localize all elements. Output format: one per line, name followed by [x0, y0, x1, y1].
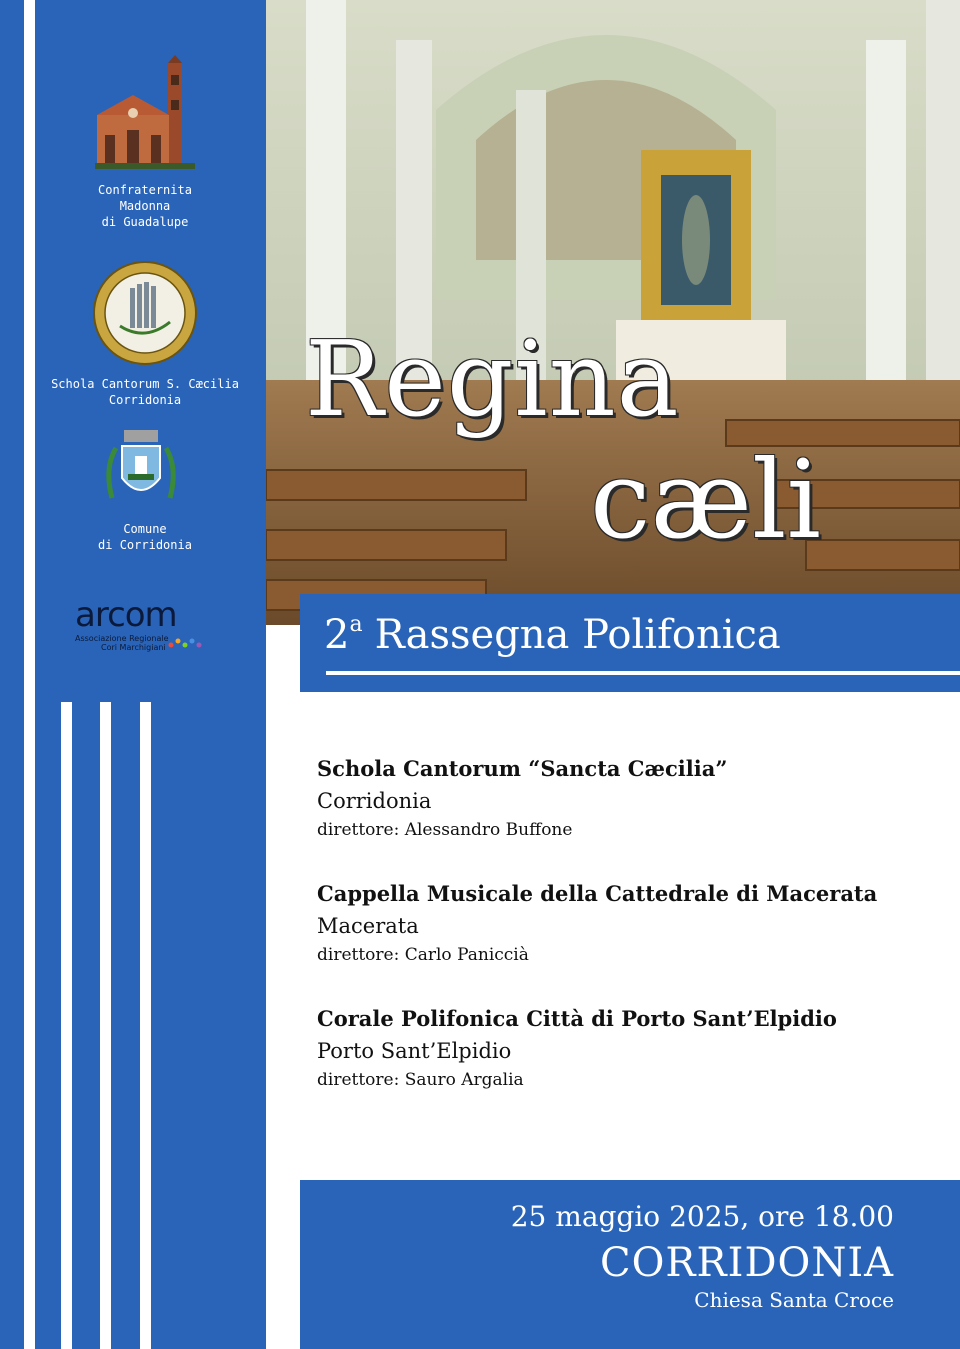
event-footer	[300, 1180, 960, 1349]
choir-city: Porto Sant’Elpidio	[317, 1039, 512, 1063]
sponsor-comune-line2: di Corridonia	[98, 538, 192, 552]
white-stripe	[61, 702, 72, 1349]
arcom-sub1: Associazione Regionale	[75, 634, 169, 643]
church-icon	[95, 55, 195, 169]
sponsor-confraternita-line2: Madonna	[119, 199, 171, 213]
title-caeli: cæli	[590, 438, 822, 563]
arcom-logo	[75, 595, 225, 652]
choir-director: direttore: Alessandro Buffone	[317, 820, 573, 840]
choir-name: Corale Polifonica Città di Porto Sant’Elpidio	[317, 1006, 837, 1031]
choir-director: direttore: Carlo Paniccià	[317, 945, 529, 965]
sponsor-confraternita-line1: Confraternita	[98, 183, 192, 197]
choir-item	[317, 879, 877, 967]
choir-name: Schola Cantorum “Sancta Cæcilia”	[317, 756, 728, 781]
banner-ordinal: 2	[324, 612, 350, 658]
banner-ordinal-sup: a	[349, 612, 363, 637]
edition-banner	[300, 594, 960, 692]
white-stripe	[100, 702, 111, 1349]
sponsor-schola-line1: Schola Cantorum S. Cæcilia	[51, 377, 239, 391]
title-regina: Regina	[305, 318, 680, 440]
choir-city: Corridonia	[317, 789, 432, 813]
sponsor-schola-line2: Corridonia	[108, 393, 182, 407]
sponsor-comune-line1: Comune	[123, 522, 167, 536]
choir-item	[317, 754, 727, 842]
sponsor-confraternita-line3: di Guadalupe	[101, 215, 189, 229]
choir-item	[317, 1004, 837, 1092]
colored-dots-icon	[167, 636, 207, 650]
white-stripe	[140, 702, 151, 1349]
banner-heading	[324, 612, 781, 658]
choir-director: direttore: Sauro Argalia	[317, 1070, 524, 1090]
banner-divider	[326, 671, 960, 675]
arcom-sub2: Cori Marchigiani	[101, 643, 166, 652]
event-date: 25 maggio 2025, ore 18.00	[510, 1200, 894, 1233]
sponsor-comune	[40, 521, 250, 553]
white-stripe	[24, 0, 35, 1349]
choir-city: Macerata	[317, 914, 419, 938]
sponsor-confraternita	[40, 182, 250, 230]
coat-of-arms-icon	[102, 428, 180, 514]
banner-text: Rassegna Polifonica	[374, 612, 781, 658]
choir-name: Cappella Musicale della Cattedrale di Macerata	[317, 881, 878, 906]
event-city: CORRIDONIA	[600, 1240, 894, 1286]
event-venue: Chiesa Santa Croce	[694, 1288, 894, 1312]
sponsor-schola	[40, 376, 250, 408]
left-sponsor-panel	[0, 0, 266, 1349]
arcom-name: arcom	[75, 595, 177, 635]
schola-seal-icon	[92, 260, 198, 366]
